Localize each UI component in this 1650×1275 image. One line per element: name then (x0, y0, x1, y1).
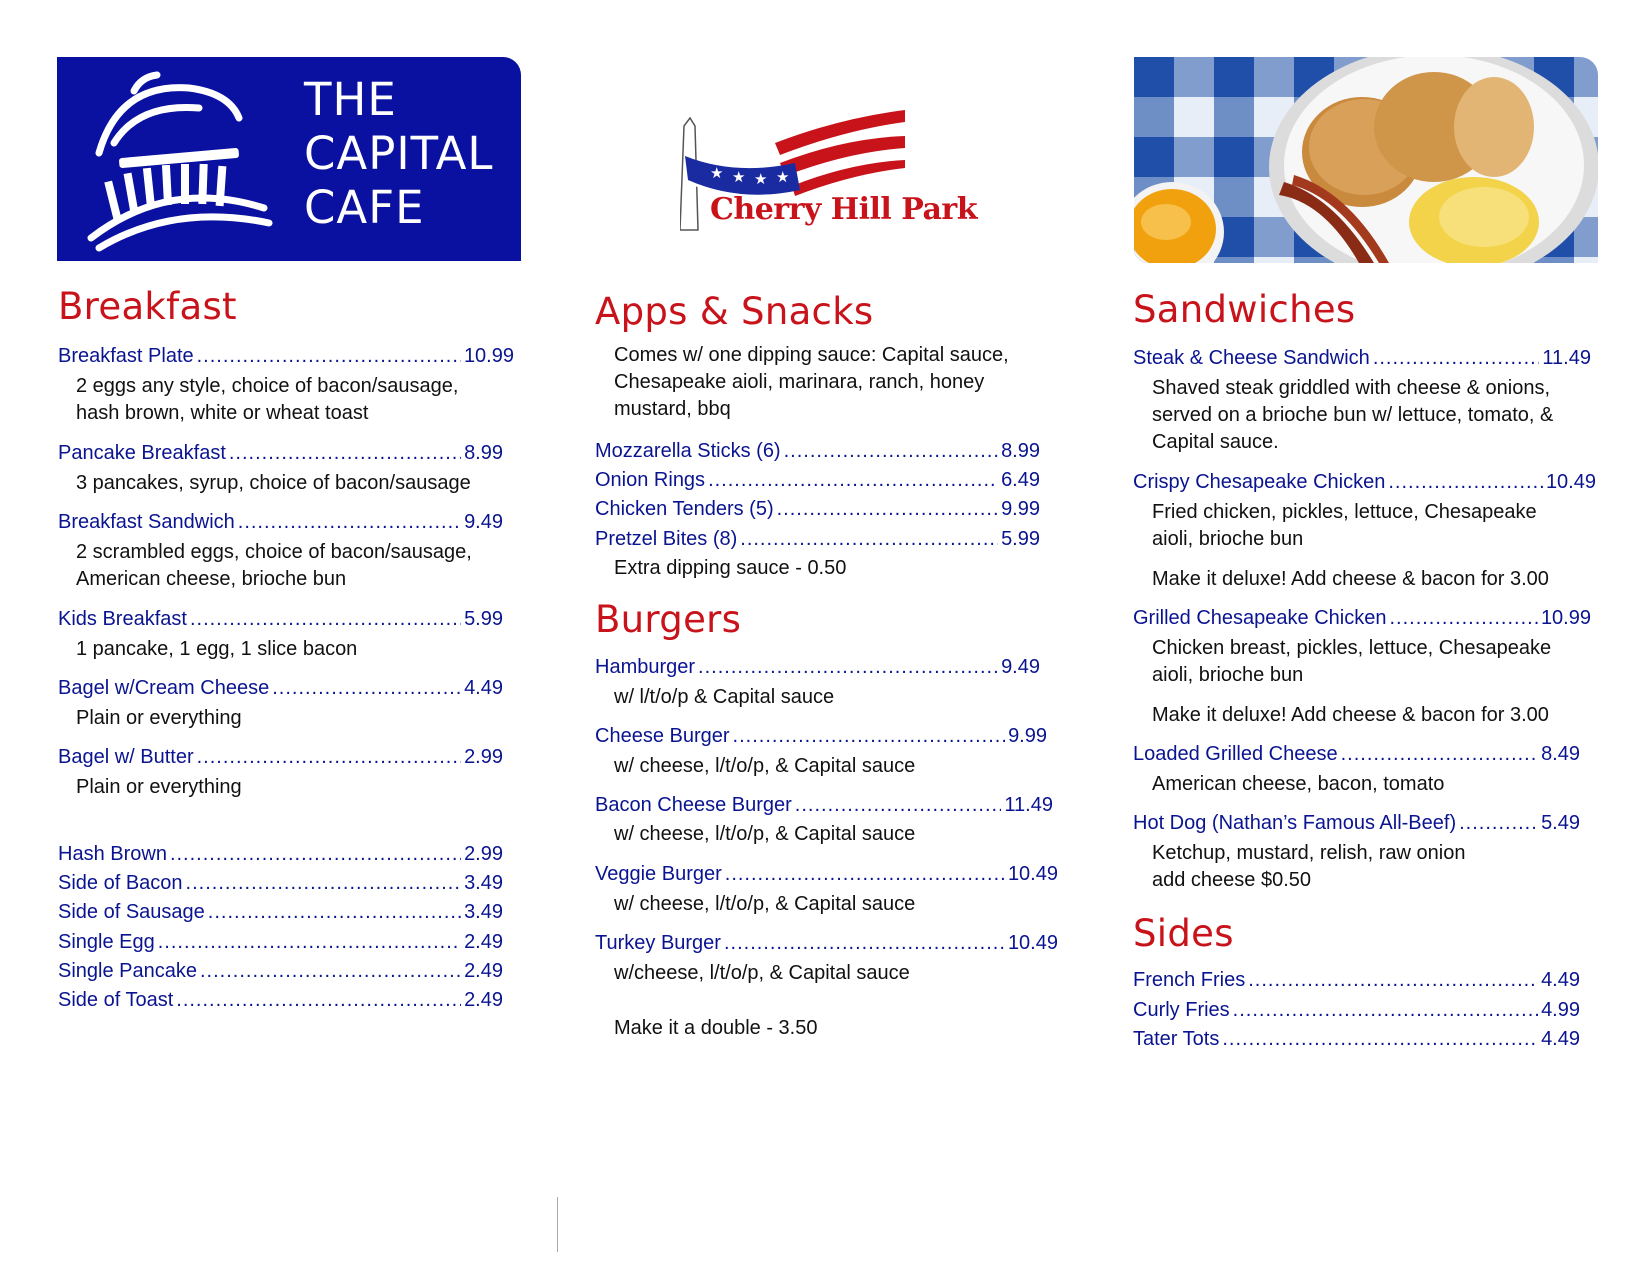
item-price: 8.99 (464, 442, 503, 464)
item-name: Steak & Cheese Sandwich (1133, 347, 1370, 369)
leader-dots (698, 654, 998, 680)
item-name: Breakfast Plate (58, 345, 194, 367)
item-price: 11.49 (1004, 794, 1053, 816)
item-name: Hamburger (595, 656, 696, 678)
leader-dots (724, 930, 1005, 956)
menu-item (595, 654, 1040, 680)
item-name: Bagel w/ Butter (58, 746, 194, 768)
item-price: 9.49 (1001, 656, 1040, 678)
apps-intro: Comes w/ one dipping sauce: Capital sauce, Chesapeake aioli, marinara, ranch, honey mustard, bbq (614, 344, 1009, 420)
svg-text:★: ★ (732, 168, 746, 186)
deluxe-note: Make it deluxe! Add cheese & bacon for 3.00 (1152, 704, 1549, 726)
item-name: Loaded Grilled Cheese (1133, 743, 1338, 765)
leader-dots (186, 870, 462, 896)
item-price: 8.99 (1001, 440, 1040, 462)
item-name: Breakfast Sandwich (58, 511, 235, 533)
leader-dots (784, 438, 998, 464)
hotdog-extra-note: add cheese $0.50 (1152, 869, 1312, 891)
deluxe-note: Make it deluxe! Add cheese & bacon for 3.00 (1152, 568, 1549, 590)
item-description: Chicken breast, pickles, lettuce, Chesapeake aioli, brioche bun (1152, 637, 1552, 686)
leader-dots (197, 744, 461, 770)
menu-item (58, 343, 514, 369)
menu-item (595, 496, 1040, 522)
item-description: 2 eggs any style, choice of bacon/sausage, hash brown, white or wheat toast (76, 375, 459, 424)
item-price: 10.99 (1540, 607, 1591, 629)
leader-dots (795, 792, 1002, 818)
item-name: Turkey Burger (595, 932, 721, 954)
item-price: 4.49 (1541, 969, 1580, 991)
menu-item (1133, 469, 1596, 495)
item-name: Bacon Cheese Burger (595, 794, 792, 816)
item-name: Chicken Tenders (5) (595, 498, 774, 520)
leader-dots (190, 606, 461, 632)
leader-dots (1389, 605, 1537, 631)
capitol-dome-icon (79, 63, 279, 258)
menu-item (595, 438, 1040, 464)
item-description: Ketchup, mustard, relish, raw onion (1152, 842, 1466, 864)
side-item (58, 958, 503, 984)
item-price: 2.49 (464, 931, 503, 953)
item-price: 5.99 (1001, 528, 1040, 550)
item-description: American cheese, bacon, tomato (1152, 773, 1445, 795)
item-price: 10.49 (1007, 863, 1058, 885)
side-item (58, 929, 503, 955)
item-price: 2.99 (464, 843, 503, 865)
leader-dots (1233, 997, 1538, 1023)
item-price: 10.49 (1545, 471, 1596, 493)
apps-extra-note: Extra dipping sauce - 0.50 (614, 557, 847, 579)
item-price: 2.49 (464, 989, 503, 1011)
item-price: 10.99 (463, 345, 514, 367)
side-item (58, 870, 503, 896)
item-description: Plain or everything (76, 776, 242, 798)
item-name: French Fries (1133, 969, 1246, 991)
item-name: Curly Fries (1133, 999, 1230, 1021)
leader-dots (1341, 741, 1538, 767)
leader-dots (208, 899, 461, 925)
leader-dots (170, 841, 461, 867)
item-description: 3 pancakes, syrup, choice of bacon/sausage (76, 472, 471, 494)
section-title-apps: Apps & Snacks (595, 290, 874, 333)
section-title-sides: Sides (1133, 912, 1234, 955)
leader-dots (197, 343, 461, 369)
menu-item (595, 930, 1058, 956)
item-price: 9.99 (1008, 725, 1047, 747)
item-price: 9.49 (464, 511, 503, 533)
menu-item (58, 606, 503, 632)
item-price: 8.49 (1541, 743, 1580, 765)
menu-item (58, 744, 503, 770)
leader-dots (708, 467, 998, 493)
item-price: 11.49 (1542, 347, 1591, 369)
park-name: Cherry Hill Park (710, 192, 978, 227)
item-name: Pretzel Bites (8) (595, 528, 738, 550)
item-name: Side of Toast (58, 989, 174, 1011)
item-description: 2 scrambled eggs, choice of bacon/sausage, American cheese, brioche bun (76, 541, 472, 590)
menu-item (58, 675, 503, 701)
item-name: Side of Sausage (58, 901, 205, 923)
menu-item (1133, 605, 1591, 631)
leader-dots (1373, 345, 1540, 371)
item-description: w/ cheese, l/t/o/p, & Capital sauce (614, 755, 916, 777)
item-name: Single Pancake (58, 960, 197, 982)
item-price: 4.49 (464, 677, 503, 699)
item-price: 4.99 (1541, 999, 1580, 1021)
item-name: Cheese Burger (595, 725, 730, 747)
leader-dots (1388, 469, 1543, 495)
side-item (1133, 1026, 1580, 1052)
menu-item (1133, 345, 1591, 371)
leader-dots (740, 526, 998, 552)
item-name: Veggie Burger (595, 863, 722, 885)
svg-text:★: ★ (776, 168, 790, 186)
leader-dots (1459, 810, 1538, 836)
item-description: Shaved steak griddled with cheese & onions, served on a brioche bun w/ lettuce, tomato, & Capital sauce. (1152, 377, 1554, 453)
section-title-burgers: Burgers (595, 598, 742, 641)
cafe-logo (57, 57, 521, 261)
burger-double-note: Make it a double - 3.50 (614, 1017, 818, 1039)
menu-item (1133, 741, 1580, 767)
menu-item (595, 723, 1047, 749)
menu-item (595, 792, 1053, 818)
svg-text:★: ★ (754, 170, 768, 188)
item-price: 5.49 (1541, 812, 1580, 834)
item-price: 3.49 (464, 901, 503, 923)
item-description: Plain or everything (76, 707, 242, 729)
leader-dots (238, 509, 461, 535)
item-name: Hot Dog (Nathan’s Famous All-Beef) (1133, 812, 1457, 834)
leader-dots (229, 440, 461, 466)
leader-dots (733, 723, 1006, 749)
item-price: 5.99 (464, 608, 503, 630)
item-name: Grilled Chesapeake Chicken (1133, 607, 1387, 629)
item-name: Pancake Breakfast (58, 442, 226, 464)
menu-item (595, 467, 1040, 493)
leader-dots (176, 987, 461, 1013)
side-item (1133, 997, 1580, 1023)
item-name: Single Egg (58, 931, 155, 953)
item-price: 2.99 (464, 746, 503, 768)
svg-text:★: ★ (710, 164, 724, 182)
leader-dots (1248, 967, 1538, 993)
item-description: w/ l/t/o/p & Capital sauce (614, 686, 835, 708)
menu-item (58, 440, 503, 466)
item-price: 3.49 (464, 872, 503, 894)
side-item (1133, 967, 1580, 993)
item-name: Mozzarella Sticks (6) (595, 440, 781, 462)
item-price: 4.49 (1541, 1028, 1580, 1050)
item-name: Tater Tots (1133, 1028, 1220, 1050)
item-price: 9.99 (1001, 498, 1040, 520)
item-name: Hash Brown (58, 843, 167, 865)
item-price: 6.49 (1001, 469, 1040, 491)
item-description: w/cheese, l/t/o/p, & Capital sauce (614, 962, 910, 984)
menu-item (595, 861, 1058, 887)
section-title-sandwiches: Sandwiches (1133, 288, 1356, 331)
leader-dots (725, 861, 1005, 887)
item-name: Bagel w/Cream Cheese (58, 677, 270, 699)
item-description: Fried chicken, pickles, lettuce, Chesapeake aioli, brioche bun (1152, 501, 1537, 550)
item-price: 10.49 (1007, 932, 1058, 954)
item-description: 1 pancake, 1 egg, 1 slice bacon (76, 638, 358, 660)
breakfast-photo (1134, 57, 1598, 263)
side-item (58, 987, 503, 1013)
item-price: 2.49 (464, 960, 503, 982)
cafe-name: THE CAPITAL CAFE (304, 73, 494, 234)
item-description: w/ cheese, l/t/o/p, & Capital sauce (614, 823, 916, 845)
leader-dots (1222, 1026, 1538, 1052)
item-name: Kids Breakfast (58, 608, 187, 630)
item-description: w/ cheese, l/t/o/p, & Capital sauce (614, 893, 916, 915)
leader-dots (777, 496, 998, 522)
item-name: Crispy Chesapeake Chicken (1133, 471, 1386, 493)
side-item (58, 841, 503, 867)
menu-item (1133, 810, 1580, 836)
leader-dots (272, 675, 461, 701)
side-item (58, 899, 503, 925)
menu-item (58, 509, 503, 535)
menu-item (595, 526, 1040, 552)
fold-divider (557, 1197, 558, 1252)
leader-dots (200, 958, 461, 984)
item-name: Side of Bacon (58, 872, 183, 894)
section-title-breakfast: Breakfast (58, 285, 237, 328)
leader-dots (158, 929, 461, 955)
item-name: Onion Rings (595, 469, 706, 491)
